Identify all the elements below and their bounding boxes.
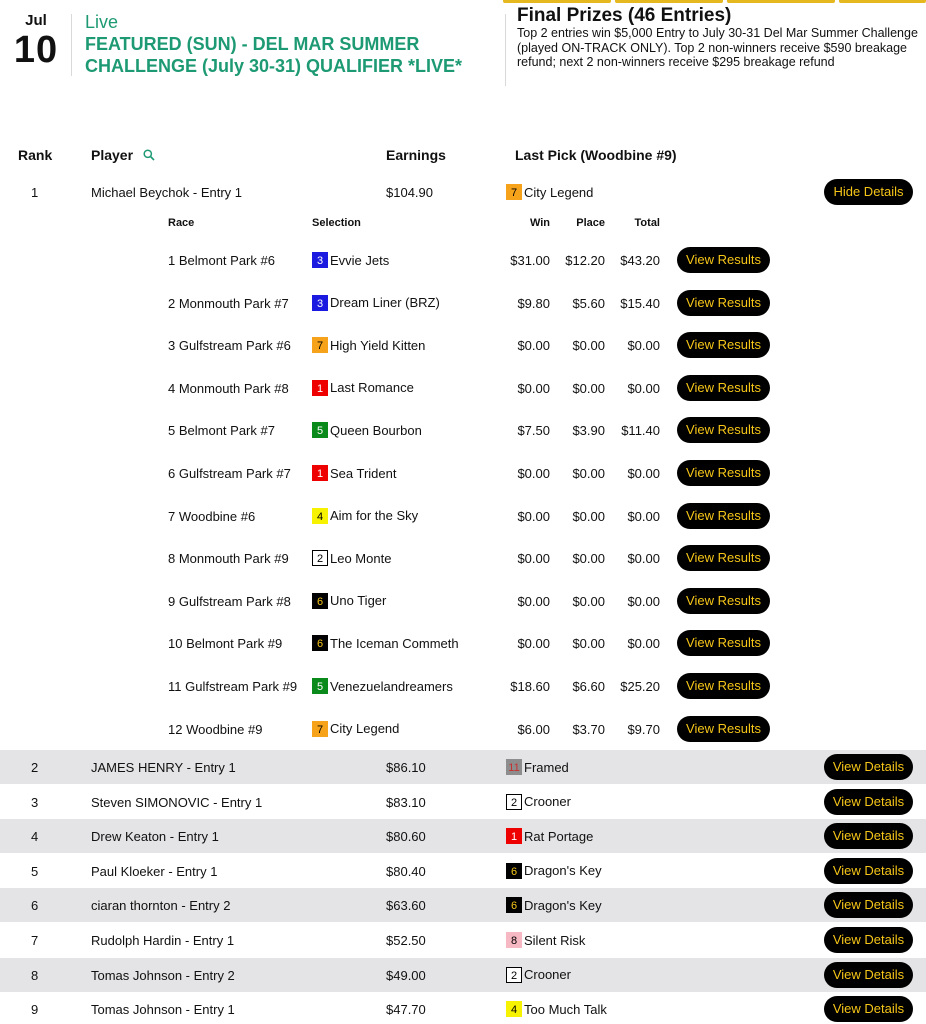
table-row: [0, 992, 926, 1024]
player-cell[interactable]: Tomas Johnson - Entry 1: [91, 1002, 235, 1018]
horse-name: Crooner: [524, 967, 571, 983]
place-cell: $0.00: [572, 380, 605, 396]
win-cell: $7.50: [517, 423, 550, 439]
selection-cell: [312, 635, 459, 651]
details-row: [0, 460, 926, 486]
date-month: Jul: [25, 12, 47, 29]
rank-cell: 6: [31, 898, 39, 914]
earnings-cell: $47.70: [386, 1002, 426, 1018]
view-results-button[interactable]: View Results: [677, 247, 770, 273]
win-cell: $18.60: [510, 679, 550, 694]
view-details-button[interactable]: View Details: [824, 754, 913, 780]
horse-name: Crooner: [524, 794, 571, 810]
view-results-button[interactable]: View Results: [677, 588, 770, 614]
tab-indicator[interactable]: [503, 0, 611, 3]
win-cell: $0.00: [517, 508, 550, 524]
total-cell: $0.00: [627, 636, 660, 652]
horse-name: Rat Portage: [524, 828, 594, 844]
player-cell[interactable]: Tomas Johnson - Entry 2: [91, 967, 235, 983]
saddle-cloth-number: 4: [312, 508, 328, 524]
event-heading: [85, 12, 495, 77]
horse-name: Sea Trident: [330, 465, 397, 481]
details-row: [0, 716, 926, 742]
earnings-cell: $104.90: [386, 185, 433, 200]
total-cell: $0.00: [627, 508, 660, 524]
saddle-cloth-number: 6: [506, 897, 522, 913]
tab-indicator[interactable]: [615, 0, 723, 3]
column-player: [91, 147, 155, 163]
divider: [505, 14, 506, 86]
rank-cell: 5: [31, 863, 39, 879]
saddle-cloth-number: 1: [312, 380, 328, 396]
details-header: [0, 217, 926, 231]
view-details-button[interactable]: View Details: [824, 927, 913, 953]
saddle-cloth-number: 2: [506, 794, 522, 810]
table-row: [0, 958, 926, 992]
saddle-cloth-number: 3: [312, 252, 328, 268]
leaderboard-header: [0, 147, 926, 167]
search-icon[interactable]: [143, 149, 155, 161]
view-details-button[interactable]: View Details: [824, 962, 913, 988]
total-cell: $0.00: [627, 551, 660, 567]
prizes-description: Top 2 entries win $5,000 Entry to July 30-31 Del Mar Summer Challenge (played ON-TRACK ONLY). Top 2 non-winners receive $590 breakage refund; next 2 non-winners receive $295 breakage refund: [517, 26, 918, 69]
hide-details-button[interactable]: Hide Details: [824, 179, 913, 205]
last-pick-cell: [506, 184, 593, 200]
total-cell: $0.00: [627, 593, 660, 609]
table-row: [0, 888, 926, 922]
win-cell: $6.00: [517, 721, 550, 737]
win-cell: $0.00: [517, 593, 550, 609]
rank-cell: 2: [31, 760, 39, 775]
place-cell: $0.00: [572, 551, 605, 567]
last-pick-cell: [506, 759, 569, 775]
selection-cell: [312, 380, 414, 396]
event-date: [10, 12, 62, 70]
rank-cell: 3: [31, 794, 39, 810]
total-cell: $0.00: [627, 466, 660, 481]
saddle-cloth-number: 5: [312, 422, 328, 438]
saddle-cloth-number: 7: [312, 721, 328, 737]
selection-cell: [312, 295, 440, 311]
horse-name: The Iceman Commeth: [330, 635, 459, 651]
divider: [71, 14, 72, 76]
place-cell: $0.00: [572, 593, 605, 609]
place-cell: $0.00: [572, 636, 605, 652]
last-pick-cell: [506, 794, 571, 810]
horse-name: City Legend: [330, 721, 400, 737]
view-details-button[interactable]: View Details: [824, 789, 913, 815]
event-status: Live: [85, 12, 119, 32]
details-row: [0, 503, 926, 529]
view-details-button[interactable]: View Details: [824, 858, 913, 884]
saddle-cloth-number: 2: [506, 967, 522, 983]
column-rank: Rank: [18, 147, 53, 163]
last-pick-cell: [506, 1001, 607, 1017]
column-last-pick: Last Pick (Woodbine #9): [515, 147, 677, 163]
earnings-cell: $80.60: [386, 829, 426, 845]
total-cell: $43.20: [620, 253, 660, 268]
last-pick-cell: [506, 897, 602, 913]
saddle-cloth-number: 1: [506, 828, 522, 844]
selection-cell: [312, 465, 397, 481]
column-earnings: Earnings: [386, 147, 446, 163]
player-cell[interactable]: JAMES HENRY - Entry 1: [91, 760, 236, 775]
details-row: [0, 417, 926, 443]
details-column-selection: Selection: [312, 217, 361, 229]
horse-name: Silent Risk: [524, 932, 586, 948]
view-results-button[interactable]: View Results: [677, 460, 770, 486]
details-row: [0, 630, 926, 656]
table-row: [0, 179, 926, 205]
place-cell: $5.60: [572, 295, 605, 311]
selection-cell: [312, 678, 453, 694]
horse-name: Last Romance: [330, 380, 414, 396]
view-results-button[interactable]: View Results: [677, 716, 770, 742]
last-pick-cell: [506, 828, 593, 844]
selection-cell: [312, 508, 418, 524]
prizes-panel: [517, 6, 922, 70]
horse-name: Dragon's Key: [524, 863, 602, 879]
horse-name: Venezuelandreamers: [330, 678, 453, 694]
details-column-win: Win: [529, 217, 550, 229]
table-row: [0, 785, 926, 819]
selection-cell: [312, 721, 399, 737]
view-results-button[interactable]: View Results: [677, 503, 770, 529]
race-cell: 1 Belmont Park #6: [168, 253, 275, 268]
player-cell[interactable]: Steven SIMONOVIC - Entry 1: [91, 794, 263, 810]
race-cell: 10 Belmont Park #9: [168, 636, 283, 652]
earnings-cell: $83.10: [386, 794, 426, 810]
saddle-cloth-number: 4: [506, 1001, 522, 1017]
place-cell: $0.00: [572, 466, 605, 481]
horse-name: Framed: [524, 759, 569, 775]
race-cell: 3 Gulfstream Park #6: [168, 338, 291, 354]
win-cell: $0.00: [517, 338, 550, 354]
selection-cell: [312, 337, 425, 353]
top-tab-strip: [503, 0, 926, 3]
saddle-cloth-number: 6: [312, 593, 328, 609]
horse-name: Evvie Jets: [330, 252, 390, 268]
view-details-button[interactable]: View Details: [824, 996, 913, 1022]
race-cell: 5 Belmont Park #7: [168, 423, 275, 439]
player-cell[interactable]: Michael Beychok - Entry 1: [91, 185, 243, 200]
horse-name: Dragon's Key: [524, 897, 602, 913]
race-cell: 6 Gulfstream Park #7: [168, 466, 291, 481]
total-cell: $25.20: [620, 679, 660, 694]
view-results-button[interactable]: View Results: [677, 332, 770, 358]
saddle-cloth-number: 6: [312, 635, 328, 651]
win-cell: $9.80: [517, 295, 550, 311]
place-cell: $3.90: [572, 423, 605, 439]
saddle-cloth-number: 3: [312, 295, 328, 311]
rank-cell: 4: [31, 829, 39, 845]
race-cell: 4 Monmouth Park #8: [168, 380, 289, 396]
win-cell: $0.00: [517, 636, 550, 652]
race-cell: 2 Monmouth Park #7: [168, 295, 289, 311]
view-details-button[interactable]: View Details: [824, 823, 913, 849]
place-cell: $0.00: [572, 508, 605, 524]
earnings-cell: $49.00: [386, 967, 426, 983]
total-cell: $11.40: [621, 423, 660, 439]
details-column-place: Place: [576, 217, 605, 229]
details-row: [0, 673, 926, 699]
table-row: [0, 750, 926, 784]
rank-cell: 7: [31, 933, 39, 948]
tab-indicator[interactable]: [839, 0, 926, 3]
total-cell: $0.00: [627, 380, 660, 396]
saddle-cloth-number: 7: [506, 184, 522, 200]
rank-cell: 8: [31, 967, 39, 983]
total-cell: $0.00: [627, 338, 660, 354]
player-cell[interactable]: Paul Kloeker - Entry 1: [91, 863, 218, 879]
view-results-button[interactable]: View Results: [677, 290, 770, 316]
details-row: [0, 588, 926, 614]
win-cell: $0.00: [517, 551, 550, 567]
saddle-cloth-number: 7: [312, 337, 328, 353]
selection-cell: [312, 550, 391, 566]
place-cell: $12.20: [565, 253, 605, 268]
event-title: FEATURED (SUN) - DEL MAR SUMMER CHALLENGE (July 30-31) QUALIFIER *LIVE*: [85, 34, 463, 76]
view-results-button[interactable]: View Results: [677, 673, 770, 699]
total-cell: $15.40: [620, 295, 660, 311]
table-row: [0, 923, 926, 957]
table-row: [0, 819, 926, 853]
last-pick-cell: [506, 863, 602, 879]
horse-name: Leo Monte: [330, 550, 392, 566]
player-cell[interactable]: Drew Keaton - Entry 1: [91, 829, 219, 845]
selection-cell: [312, 593, 386, 609]
last-pick-cell: [506, 967, 571, 983]
details-row: [0, 545, 926, 571]
prizes-title: Final Prizes (46 Entries): [517, 5, 732, 26]
tab-indicator[interactable]: [727, 0, 835, 3]
horse-name: High Yield Kitten: [330, 337, 426, 353]
horse-name: Dream Liner (BRZ): [330, 295, 440, 311]
saddle-cloth-number: 2: [312, 550, 328, 566]
player-cell[interactable]: Rudolph Hardin - Entry 1: [91, 933, 235, 948]
win-cell: $0.00: [517, 466, 550, 481]
place-cell: $3.70: [572, 721, 605, 737]
earnings-cell: $52.50: [386, 933, 426, 948]
horse-name: Queen Bourbon: [330, 422, 422, 438]
place-cell: $0.00: [572, 338, 605, 354]
horse-name: Too Much Talk: [524, 1001, 607, 1017]
earnings-cell: $63.60: [386, 898, 426, 914]
details-row: [0, 375, 926, 401]
selection-cell: [312, 422, 422, 438]
race-cell: 7 Woodbine #6: [168, 508, 256, 524]
details-row: [0, 290, 926, 316]
saddle-cloth-number: 6: [506, 863, 522, 879]
horse-name: Aim for the Sky: [330, 508, 419, 524]
saddle-cloth-number: 1: [312, 465, 328, 481]
date-day: 10: [13, 29, 59, 71]
race-cell: 12 Woodbine #9: [168, 721, 263, 737]
horse-name: City Legend: [524, 184, 594, 200]
player-cell[interactable]: ciaran thornton - Entry 2: [91, 898, 231, 914]
details-row: [0, 247, 926, 273]
saddle-cloth-number: 5: [312, 678, 328, 694]
place-cell: $6.60: [572, 679, 605, 694]
rank-cell: 1: [31, 185, 39, 200]
saddle-cloth-number: 8: [506, 932, 522, 948]
details-column-total: Total: [634, 217, 660, 229]
total-cell: $9.70: [627, 721, 660, 737]
view-results-button[interactable]: View Results: [677, 630, 770, 656]
view-results-button[interactable]: View Results: [677, 417, 770, 443]
earnings-cell: $86.10: [386, 760, 426, 775]
saddle-cloth-number: 11: [506, 759, 522, 775]
view-results-button[interactable]: View Results: [677, 545, 770, 571]
race-cell: 11 Gulfstream Park #9: [168, 679, 298, 694]
last-pick-cell: [506, 932, 585, 948]
selection-cell: [312, 252, 389, 268]
column-player-label: Player: [91, 147, 134, 163]
details-row: [0, 332, 926, 358]
win-cell: $31.00: [510, 253, 550, 268]
race-cell: 9 Gulfstream Park #8: [168, 593, 291, 609]
horse-name: Uno Tiger: [330, 593, 387, 609]
rank-cell: 9: [31, 1002, 39, 1018]
win-cell: $0.00: [517, 380, 550, 396]
view-results-button[interactable]: View Results: [677, 375, 770, 401]
earnings-cell: $80.40: [386, 863, 426, 879]
view-details-button[interactable]: View Details: [824, 892, 913, 918]
details-column-race: Race: [168, 217, 195, 229]
race-cell: 8 Monmouth Park #9: [168, 551, 289, 567]
table-row: [0, 854, 926, 888]
